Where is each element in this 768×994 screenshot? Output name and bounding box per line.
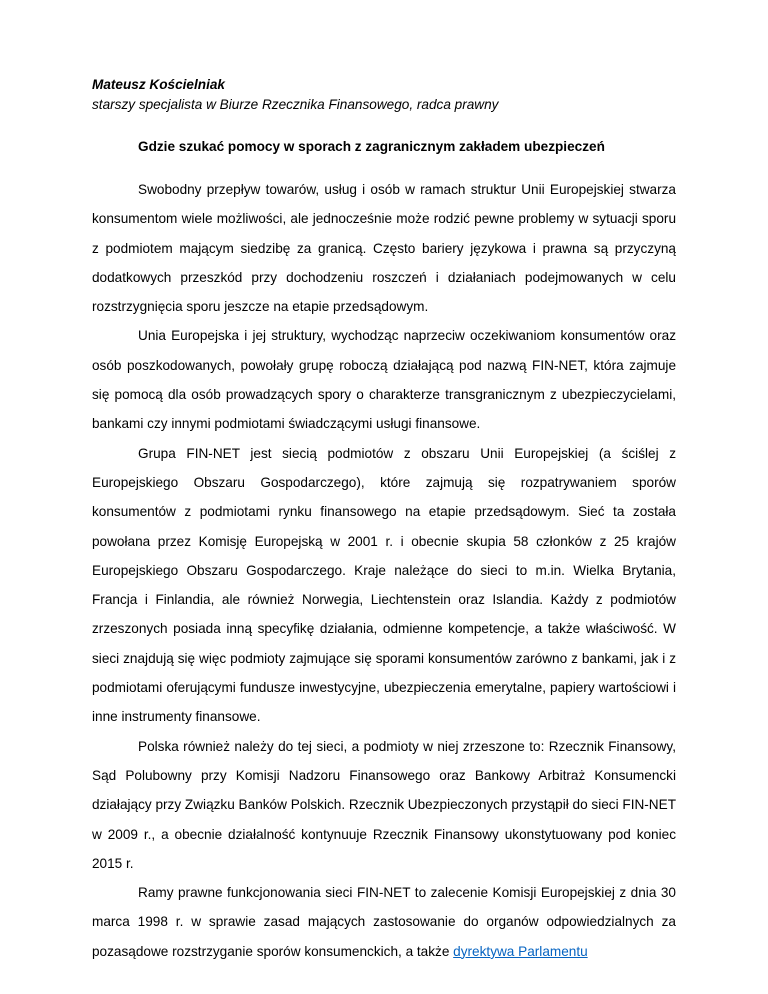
- paragraph-2: Unia Europejska i jej struktury, wychodząc naprzeciw oczekiwaniom konsumentów oraz osób poszkodowanych, powołały grupę roboczą działającą pod nazwą FIN-NET, która zajmuje się pomocą dla osób prowadzących spory o charakterze transgranicznym z ubezpieczycielami, bankami czy innymi podmiotami świadczącymi usługi finansowe.: [92, 328, 676, 432]
- paragraph-3: Grupa FIN-NET jest siecią podmiotów z obszaru Unii Europejskiej (a ściślej z Europejskiego Obszaru Gospodarczego), które zajmują się rozpatrywaniem sporów konsumentów z podmiotami rynku finansowego na etapie przedsądowym. Sieć ta została powołana przez Komisję Europejską w 2001 r. i obecnie skupia 58 członków z 25 krajów Europejskiego Obszaru Gospodarczego. Kraje należące do sieci to m.in. Wielka Brytania, Francja i Finlandia, ale również Norwegia, Liechtenstein oraz Islandia. Każdy z podmiotów zrzeszonych posiada inną specyfikę działania, odmienne kompetencje, a także właściwość. W sieci znajdują się więc podmioty zajmujące się sporami konsumentów zarówno z bankami, jak i z podmiotami oferującymi fundusze inwestycyjne, ubezpieczenia emerytalne, papiery wartościowi i inne instrumenty finansowe.: [92, 445, 676, 725]
- author-role: starszy specjalista w Biurze Rzecznika Finansowego, radca prawny: [92, 97, 499, 112]
- article-body: [92, 175, 676, 966]
- paragraph-5-text: Ramy prawne funkcjonowania sieci FIN-NET to zalecenie Komisji Europejskiej z dnia 30 marca 1998 r. w sprawie zasad mających zastosowanie do organów odpowiedzialnych za pozasądowe rozstrzyganie sporów konsumenckich, a także: [92, 885, 676, 959]
- paragraph-5: [92, 878, 676, 966]
- article-title: Gdzie szukać pomocy w sporach z zagranicznym zakładem ubezpieczeń: [138, 139, 605, 154]
- author-name: Mateusz Kościelniak: [92, 77, 225, 92]
- document-page: [92, 75, 676, 966]
- paragraph-1: Swobodny przepływ towarów, usług i osób w ramach struktur Unii Europejskiej stwarza konsumentom wiele możliwości, ale jednocześnie może rodzić pewne problemy w sytuacji sporu z podmiotem mającym siedzibę za granicą. Często bariery językowa i prawna są przyczyną dodatkowych przeszkód przy dochodzeniu roszczeń i działaniach podejmowanych w celu rozstrzygnięcia sporu jeszcze na etapie przedsądowym.: [92, 182, 676, 315]
- paragraph-4: Polska również należy do tej sieci, a podmioty w niej zrzeszone to: Rzecznik Finansowy, Sąd Polubowny przy Komisji Nadzoru Finansowego oraz Bankowy Arbitraż Konsumencki działający przy Związku Banków Polskich. Rzecznik Ubezpieczonych przystąpił do sieci FIN-NET w 2009 r., a obecnie działalność kontynuuje Rzecznik Finansowy ukonstytuowany pod koniec 2015 r.: [92, 738, 676, 871]
- directive-link[interactable]: dyrektywa Parlamentu: [453, 943, 588, 959]
